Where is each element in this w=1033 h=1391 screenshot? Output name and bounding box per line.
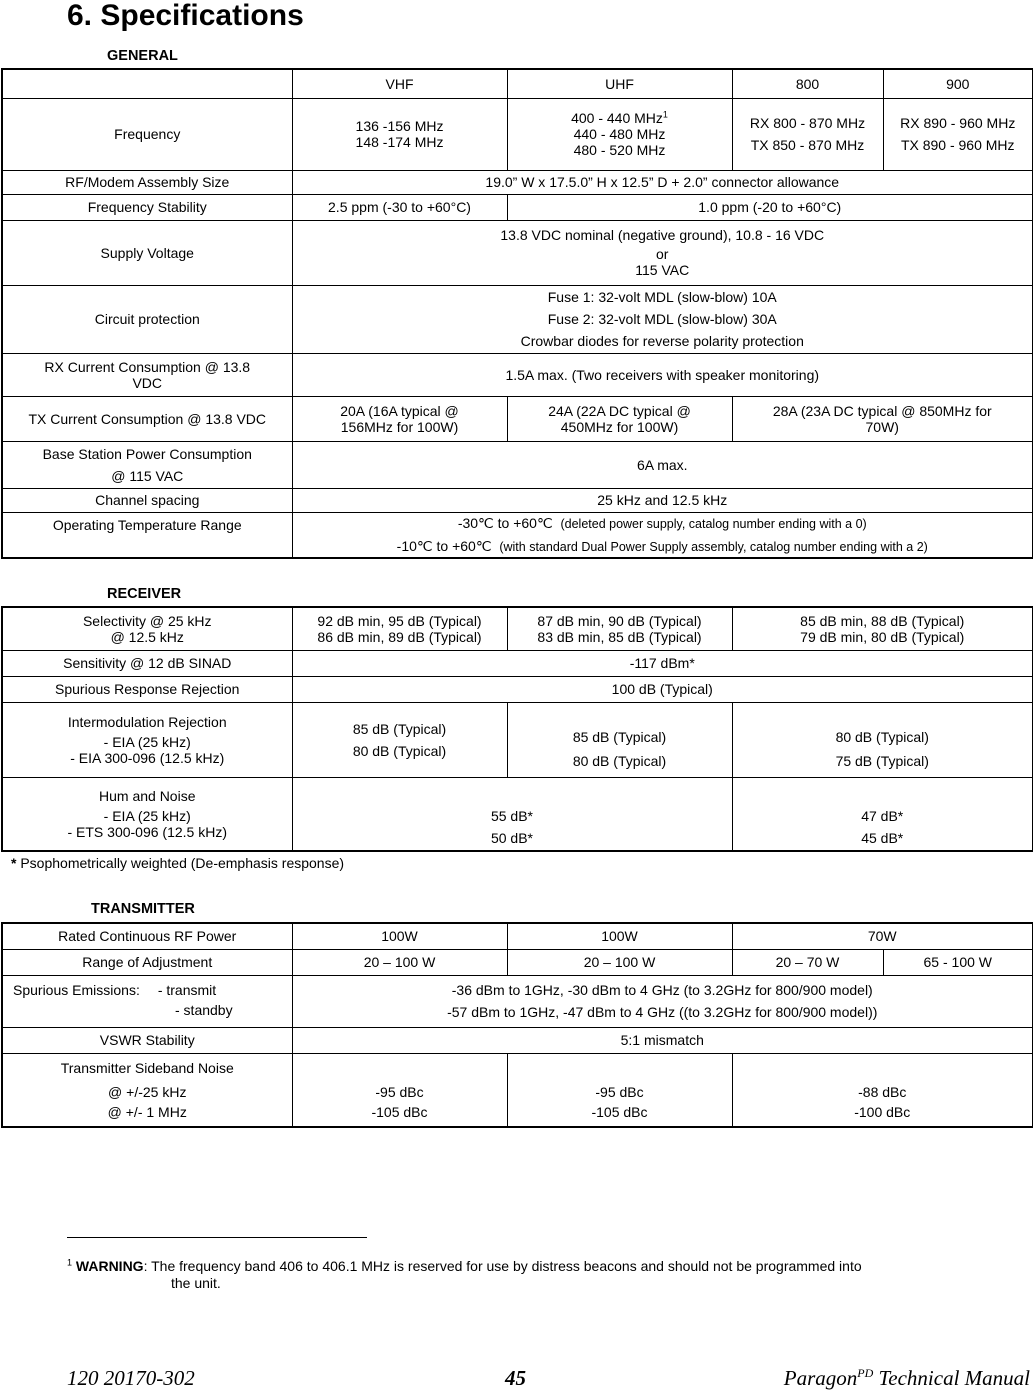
header-800: 800: [732, 69, 883, 98]
sideband-vhf-line: -105 dBc: [371, 1103, 428, 1120]
doc-number: 120 20170-302: [67, 1366, 195, 1390]
frequency-800-line: RX 800 - 870 MHz: [749, 115, 866, 131]
channel-spacing-row: [2, 488, 1033, 512]
header-vhf: VHF: [292, 69, 507, 98]
frequency-900: [883, 98, 1033, 170]
sideband-label-line: @ +/- 1 MHz: [107, 1103, 187, 1120]
header-blank: [2, 69, 292, 98]
manual-name: Paragon: [783, 1366, 858, 1390]
selectivity-vhf-line: 92 dB min, 95 dB (Typical): [317, 612, 482, 629]
sensitivity-label: Sensitivity @ 12 dB SINAD: [2, 650, 292, 676]
spurious-emissions-line: -57 dBm to 1GHz, -47 dBm to 4 GHz ((to 3.2GHz for 800/900 model)): [447, 1004, 878, 1020]
freq-stability-vhf: 2.5 ppm (-30 to +60°C): [292, 194, 507, 220]
rx-current-label-line: VDC: [132, 374, 163, 391]
spurious-emissions-label: [2, 975, 292, 1027]
op-temp-line-2: [296, 538, 1030, 555]
vswr-label: VSWR Stability: [2, 1027, 292, 1053]
circuit-protection-value: [292, 285, 1033, 353]
intermod-800-900-line: 80 dB (Typical): [835, 728, 929, 745]
sideband-label-line: Transmitter Sideband Noise: [60, 1059, 234, 1076]
base-power-label-line: Base Station Power Consumption: [42, 445, 252, 462]
tx-current-800-900-line: 70W): [865, 418, 899, 435]
selectivity-800-900-line: 85 dB min, 88 dB (Typical): [800, 612, 965, 629]
rated-power-row: [2, 923, 1033, 949]
circuit-protection-line: Crowbar diodes for reverse polarity protection: [520, 333, 804, 349]
selectivity-800-900-line: 79 dB min, 80 dB (Typical): [800, 628, 965, 645]
sensitivity-row: [2, 650, 1033, 676]
header-row: [2, 69, 1033, 98]
rated-power-vhf: 100W: [292, 923, 507, 949]
rated-power-800-900: 70W: [732, 923, 1033, 949]
intermod-row: [2, 702, 1033, 777]
selectivity-uhf: [507, 607, 732, 650]
frequency-uhf-line: [511, 110, 729, 126]
rx-current-label: [2, 353, 292, 396]
rx-current-row: [2, 353, 1033, 396]
asterisk: *: [11, 855, 17, 871]
rf-size-label: RF/Modem Assembly Size: [2, 170, 292, 194]
tx-current-label: TX Current Consumption @ 13.8 VDC: [2, 396, 292, 441]
frequency-row: [2, 98, 1033, 170]
rated-power-label: Rated Continuous RF Power: [2, 923, 292, 949]
intermod-label: [2, 702, 292, 777]
range-adj-900: 65 - 100 W: [883, 949, 1033, 975]
receiver-footnote-text: Psophometrically weighted (De-emphasis response): [16, 855, 345, 871]
frequency-vhf: [292, 98, 507, 170]
sensitivity-value: -117 dBm*: [292, 650, 1033, 676]
tx-current-vhf-line: 156MHz for 100W): [340, 418, 459, 435]
header-900: 900: [883, 69, 1033, 98]
transmitter-heading: TRANSMITTER: [91, 901, 195, 917]
supply-voltage-line: 115 VAC: [635, 262, 690, 278]
footnote-text: : The frequency band 406 to 406.1 MHz is reserved for use by distress beacons and should not be programmed into: [143, 1258, 862, 1274]
freq-stability-other: 1.0 ppm (-20 to +60°C): [507, 194, 1033, 220]
rx-current-label-line: RX Current Consumption @ 13.8: [44, 358, 251, 375]
receiver-footnote: [11, 855, 344, 871]
hum-noise-800-900-line: 47 dB*: [861, 807, 904, 824]
page-title: 6. Specifications: [67, 0, 304, 32]
op-temp-line-1: [296, 515, 1030, 532]
tx-current-uhf: [507, 396, 732, 441]
vswr-row: [2, 1027, 1033, 1053]
hum-noise-row: [2, 777, 1033, 851]
intermod-label-line: - EIA 300-096 (12.5 kHz): [70, 749, 225, 766]
intermod-uhf: [507, 702, 732, 777]
channel-spacing-value: 25 kHz and 12.5 kHz: [292, 488, 1033, 512]
hum-noise-800-900: [732, 777, 1033, 851]
intermod-vhf: [292, 702, 507, 777]
manual-title: [784, 1366, 1030, 1391]
general-heading: GENERAL: [107, 48, 178, 64]
selectivity-800-900: [732, 607, 1033, 650]
frequency-uhf-value: 400 - 440 MHz: [571, 110, 663, 126]
tx-current-800-900: [732, 396, 1033, 441]
supply-voltage-line: 13.8 VDC nominal (negative ground), 10.8 - 16 VDC: [500, 227, 825, 243]
sideband-label: [2, 1053, 292, 1127]
intermod-800-900-line: 75 dB (Typical): [835, 752, 929, 769]
sideband-uhf: [507, 1053, 732, 1127]
op-temp-range: -30℃ to +60℃: [457, 514, 553, 531]
spurious-emissions-transmit: - transmit: [157, 981, 217, 998]
sideband-uhf-line: -105 dBc: [591, 1103, 648, 1120]
sideband-uhf-line: -95 dBc: [595, 1083, 644, 1100]
selectivity-label-line: @ 12.5 kHz: [110, 628, 184, 645]
base-power-row: [2, 441, 1033, 488]
base-power-label: [2, 441, 292, 488]
hum-noise-vhf-uhf-line: 50 dB*: [490, 829, 534, 846]
circuit-protection-line: Fuse 1: 32-volt MDL (slow-blow) 10A: [547, 289, 777, 305]
rated-power-uhf: 100W: [507, 923, 732, 949]
range-adj-vhf: 20 – 100 W: [292, 949, 507, 975]
range-adj-label: Range of Adjustment: [2, 949, 292, 975]
tx-current-vhf-line: 20A (16A typical @: [340, 402, 459, 419]
supply-voltage-value: [292, 220, 1033, 285]
footnote-warning: WARNING: [75, 1258, 144, 1274]
rx-current-value: 1.5A max. (Two receivers with speaker monitoring): [292, 353, 1033, 396]
freq-stability-row: [2, 194, 1033, 220]
supply-voltage-line: or: [656, 246, 669, 262]
hum-noise-800-900-line: 45 dB*: [861, 829, 904, 846]
rf-size-value: 19.0” W x 17.5.0” H x 12.5” D + 2.0” connector allowance: [292, 170, 1033, 194]
frequency-uhf-line: 440 - 480 MHz: [573, 126, 666, 142]
tx-current-uhf-line: 450MHz for 100W): [560, 418, 679, 435]
range-adj-uhf: 20 – 100 W: [507, 949, 732, 975]
channel-spacing-label: Channel spacing: [2, 488, 292, 512]
spurious-rejection-value: 100 dB (Typical): [292, 676, 1033, 702]
manual-superscript: PD: [857, 1366, 874, 1380]
spurious-emissions-standby: - standby: [175, 1001, 233, 1018]
intermod-label-line: - EIA (25 kHz): [103, 733, 191, 750]
base-power-label-line: @ 115 VAC: [111, 467, 184, 484]
footnote-ref: 1: [662, 109, 668, 120]
tx-current-row: [2, 396, 1033, 441]
frequency-uhf-line: 480 - 520 MHz: [573, 142, 666, 158]
spurious-emissions-line: -36 dBm to 1GHz, -30 dBm to 4 GHz (to 3.2GHz for 800/900 model): [451, 982, 873, 998]
sideband-vhf: [292, 1053, 507, 1127]
selectivity-vhf-line: 86 dB min, 89 dB (Typical): [317, 628, 482, 645]
selectivity-uhf-line: 83 dB min, 85 dB (Typical): [537, 628, 702, 645]
range-adj-800: 20 – 70 W: [732, 949, 883, 975]
receiver-heading: RECEIVER: [107, 586, 182, 602]
selectivity-row: [2, 607, 1033, 650]
frequency-800: [732, 98, 883, 170]
spurious-emissions-title: Spurious Emissions:: [13, 981, 140, 998]
intermod-uhf-line: 85 dB (Typical): [572, 728, 667, 745]
op-temp-label: Operating Temperature Range: [2, 512, 292, 558]
footnote: [67, 1258, 987, 1292]
hum-noise-label: [2, 777, 292, 851]
op-temp-range: -10℃ to +60℃: [396, 537, 492, 554]
op-temp-value: [292, 512, 1033, 558]
sideband-800-900-line: -100 dBc: [854, 1103, 911, 1120]
frequency-vhf-line: 136 -156 MHz: [355, 118, 444, 134]
frequency-900-line: TX 890 - 960 MHz: [900, 137, 1015, 153]
sideband-row: [2, 1053, 1033, 1127]
selectivity-label-line: Selectivity @ 25 kHz: [82, 612, 212, 629]
spurious-emissions-label-line: [13, 982, 289, 998]
selectivity-label: [2, 607, 292, 650]
frequency-uhf: [507, 98, 732, 170]
manual-suffix: Technical Manual: [873, 1366, 1030, 1390]
circuit-protection-label: Circuit protection: [2, 285, 292, 353]
frequency-label: Frequency: [2, 98, 292, 170]
spurious-emissions-row: [2, 975, 1033, 1027]
frequency-900-line: RX 890 - 960 MHz: [900, 115, 1016, 131]
footnote-continuation: the unit.: [171, 1275, 221, 1291]
intermod-vhf-line: 80 dB (Typical): [352, 742, 447, 759]
hum-noise-label-line: - EIA (25 kHz): [103, 807, 191, 824]
intermod-label-line: Intermodulation Rejection: [67, 713, 227, 730]
hum-noise-vhf-uhf-line: 55 dB*: [490, 807, 534, 824]
general-table: [1, 68, 1033, 559]
header-uhf: UHF: [507, 69, 732, 98]
hum-noise-label-line: Hum and Noise: [99, 787, 196, 804]
sideband-800-900-line: -88 dBc: [858, 1083, 907, 1100]
transmitter-table: [1, 922, 1033, 1128]
hum-noise-label-line: - ETS 300-096 (12.5 kHz): [67, 823, 227, 840]
frequency-vhf-line: 148 -174 MHz: [355, 134, 444, 150]
tx-current-800-900-line: 28A (23A DC typical @ 850MHz for: [772, 402, 992, 419]
circuit-protection-row: [2, 285, 1033, 353]
tx-current-uhf-line: 24A (22A DC typical @: [548, 402, 691, 419]
circuit-protection-line: Fuse 2: 32-volt MDL (slow-blow) 30A: [547, 311, 777, 327]
op-temp-row: [2, 512, 1033, 558]
freq-stability-label: Frequency Stability: [2, 194, 292, 220]
intermod-vhf-line: 85 dB (Typical): [352, 720, 447, 737]
hum-noise-vhf-uhf: [292, 777, 732, 851]
spurious-emissions-value: [292, 975, 1033, 1027]
sideband-vhf-line: -95 dBc: [375, 1083, 424, 1100]
footnote-separator: [67, 1237, 367, 1238]
selectivity-uhf-line: 87 dB min, 90 dB (Typical): [537, 612, 702, 629]
intermod-uhf-line: 80 dB (Typical): [572, 752, 667, 769]
supply-voltage-label: Supply Voltage: [2, 220, 292, 285]
spurious-rejection-row: [2, 676, 1033, 702]
footnote-number: 1: [67, 1257, 73, 1268]
receiver-table: [1, 606, 1033, 852]
frequency-800-line: TX 850 - 870 MHz: [750, 137, 865, 153]
page-number: 45: [505, 1366, 526, 1390]
sideband-label-line: @ +/-25 kHz: [108, 1083, 187, 1100]
op-temp-note: (with standard Dual Power Supply assembly, catalog number ending with a 2): [499, 539, 928, 554]
base-power-value: 6A max.: [292, 441, 1033, 488]
rf-size-row: [2, 170, 1033, 194]
selectivity-vhf: [292, 607, 507, 650]
range-adj-row: [2, 949, 1033, 975]
vswr-value: 5:1 mismatch: [292, 1027, 1033, 1053]
tx-current-vhf: [292, 396, 507, 441]
intermod-800-900: [732, 702, 1033, 777]
op-temp-note: (deleted power supply, catalog number ending with a 0): [560, 516, 867, 531]
supply-voltage-row: [2, 220, 1033, 285]
sideband-800-900: [732, 1053, 1033, 1127]
spurious-rejection-label: Spurious Response Rejection: [2, 676, 292, 702]
footnote-line: [67, 1258, 862, 1274]
